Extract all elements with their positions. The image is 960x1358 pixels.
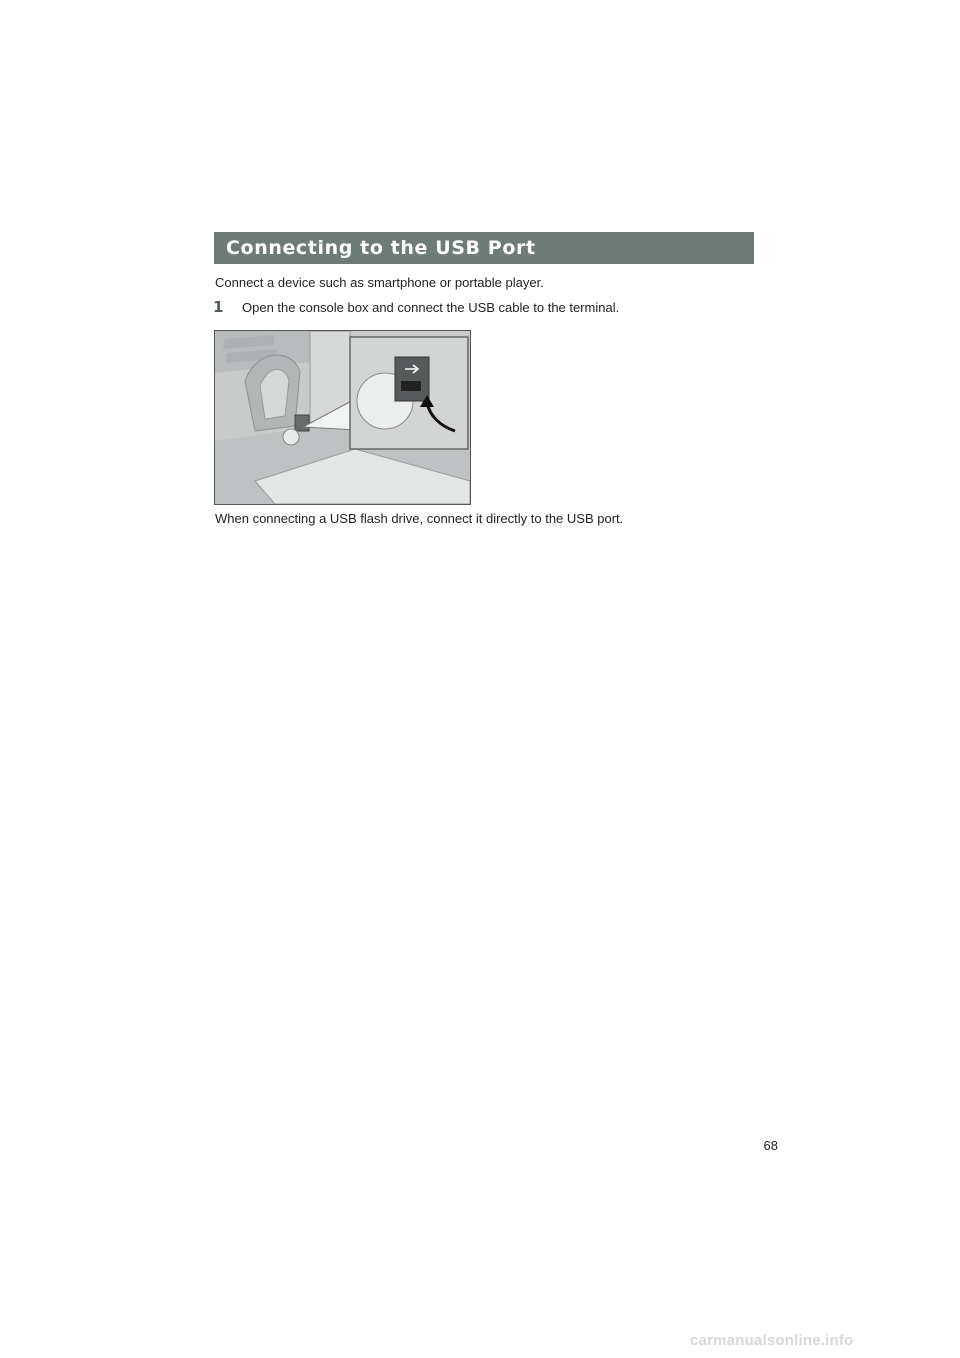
note-text: When connecting a USB flash drive, connect it directly to the USB port. bbox=[215, 511, 624, 526]
console-drawing bbox=[215, 331, 470, 504]
section-title: Connecting to the USB Port bbox=[226, 237, 536, 259]
step-number: 1 bbox=[213, 298, 224, 316]
page-number: 68 bbox=[763, 1138, 778, 1153]
section-header bbox=[214, 232, 754, 264]
intro-text: Connect a device such as smartphone or portable player. bbox=[215, 275, 544, 290]
step-1 bbox=[213, 298, 619, 316]
console-usb-illustration bbox=[214, 330, 471, 505]
watermark-text: carmanualsonline.info bbox=[690, 1332, 854, 1349]
step-text: Open the console box and connect the USB cable to the terminal. bbox=[242, 300, 620, 315]
